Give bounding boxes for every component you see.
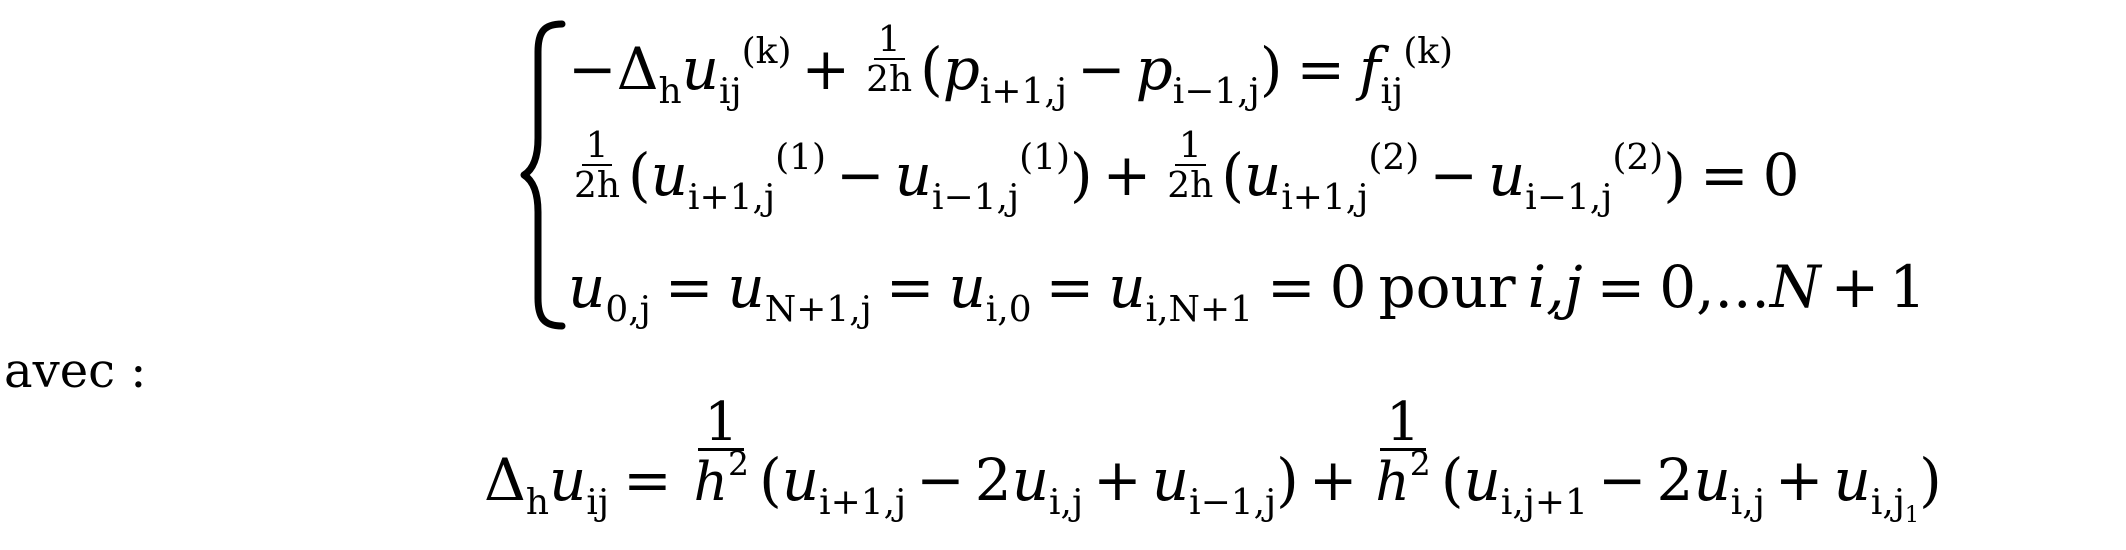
u-variable: u <box>1693 445 1731 514</box>
u-subscript: i,j <box>1049 481 1084 523</box>
u-variable: u <box>681 34 719 103</box>
fraction-denominator: 2h <box>1167 164 1214 206</box>
delta-symbol: Δ <box>484 445 526 514</box>
system-line-2 <box>568 125 1800 219</box>
p-variable: p <box>942 34 980 103</box>
system-line-3 <box>568 253 1927 331</box>
h-variable: h <box>693 450 729 514</box>
u-subscript: N+1,j <box>764 289 872 331</box>
equation-system <box>520 20 2000 330</box>
f-subscript: ij <box>1380 71 1404 113</box>
close-paren: ) <box>1070 140 1093 209</box>
u-subscript: 0,j <box>605 289 651 331</box>
h-exponent: 2 <box>1409 443 1431 483</box>
close-paren: ) <box>1663 140 1686 209</box>
plus-operator: + <box>1093 445 1142 514</box>
p-subscript: i+1,j <box>979 71 1067 113</box>
equals-sign: = <box>1266 253 1316 321</box>
coefficient-two: 2 <box>974 445 1012 514</box>
h-variable: h <box>1375 450 1410 514</box>
minus-operator: − <box>1597 445 1647 514</box>
range-start: 0,... <box>1659 253 1770 321</box>
minus-delta-symbol: −Δ <box>568 34 659 103</box>
p-subscript: i−1,j <box>1172 71 1260 113</box>
coefficient-two: 2 <box>1656 445 1694 514</box>
u-superscript: (2) <box>1612 136 1664 178</box>
fraction-denominator <box>688 443 755 514</box>
fraction-numerator: 1 <box>582 128 613 166</box>
open-paren: ( <box>920 34 943 103</box>
plus-operator: + <box>1308 445 1358 514</box>
u-subscript: i+1,j <box>1281 177 1369 219</box>
close-paren: ) <box>1276 445 1299 514</box>
equals-sign: = <box>885 253 935 321</box>
u-subscript: i+1,j <box>688 177 776 219</box>
u-subscript: ij <box>719 71 742 113</box>
fraction-one-over-two-h <box>862 19 916 100</box>
fraction-numerator: 1 <box>1175 128 1206 166</box>
plus-operator: + <box>801 34 851 103</box>
n-variable: N <box>1769 253 1821 321</box>
close-paren: ) <box>1259 34 1283 103</box>
one-value: 1 <box>1889 253 1927 321</box>
u-superscript: (1) <box>775 136 827 178</box>
u-subscript: i,0 <box>985 289 1032 331</box>
fraction-numerator: 1 <box>874 22 905 60</box>
minus-operator: − <box>1429 140 1478 209</box>
minus-operator: − <box>916 445 965 514</box>
pour-word: pour <box>1378 253 1516 321</box>
minus-operator: − <box>1077 34 1126 103</box>
u-superscript: (2) <box>1368 136 1420 178</box>
delta-subscript: h <box>658 71 682 113</box>
u-variable: u <box>948 253 986 321</box>
u-variable: u <box>1487 140 1526 209</box>
u-subscript <box>1870 481 1920 528</box>
open-paren: ( <box>1221 140 1244 209</box>
p-variable: p <box>1135 34 1173 103</box>
equals-sign: = <box>1596 253 1646 321</box>
plus-operator: + <box>1830 253 1880 321</box>
fraction-one-over-two-h <box>1163 125 1217 206</box>
u-subscript: i−1,j <box>1525 177 1613 219</box>
equals-sign: = <box>623 445 672 514</box>
u-variable: u <box>1243 140 1282 209</box>
laplacian-definition <box>484 390 1942 528</box>
u-variable: u <box>781 445 820 514</box>
u-variable: u <box>650 140 689 209</box>
u-variable: u <box>727 253 765 321</box>
left-brace <box>520 20 574 330</box>
f-superscript: (k) <box>1403 30 1454 72</box>
u-variable: u <box>1108 253 1146 321</box>
avec-label: avec : <box>4 343 147 399</box>
delta-subscript: h <box>525 481 550 523</box>
plus-operator: + <box>1774 445 1824 514</box>
u-variable: u <box>1463 445 1501 514</box>
close-paren: ) <box>1919 445 1942 514</box>
u-variable: u <box>1151 445 1190 514</box>
open-paren: ( <box>628 140 651 209</box>
fraction-one-over-h-squared <box>688 390 755 514</box>
fraction-numerator: 1 <box>1380 395 1426 451</box>
u-subscript: i,N+1 <box>1145 289 1253 331</box>
fraction-one-over-two-h <box>570 125 624 206</box>
equals-sign: = <box>1045 253 1095 321</box>
u-subscript: i−1,j <box>1189 481 1277 523</box>
fraction-denominator <box>1369 443 1436 514</box>
u-variable: u <box>1011 445 1050 514</box>
zero-value: 0 <box>1762 140 1800 209</box>
minus-operator: − <box>836 140 885 209</box>
index-ij: i,j <box>1527 253 1583 321</box>
u-subscript: i−1,j <box>932 177 1020 219</box>
open-paren: ( <box>759 445 782 514</box>
fraction-denominator: 2h <box>866 58 913 100</box>
u-subscript-secondary: 1 <box>1904 501 1920 528</box>
f-variable: f <box>1359 34 1381 103</box>
u-subscript-main: i,j <box>1870 481 1905 523</box>
zero-value: 0 <box>1329 253 1367 321</box>
u-variable: u <box>894 140 933 209</box>
equals-sign: = <box>1699 140 1749 209</box>
u-subscript: i+1,j <box>819 481 907 523</box>
u-superscript: (k) <box>741 30 792 72</box>
u-superscript: (1) <box>1019 136 1071 178</box>
fraction-numerator: 1 <box>698 395 744 451</box>
open-paren: ( <box>1440 445 1464 514</box>
equals-sign: = <box>1296 34 1346 103</box>
u-variable: u <box>1833 445 1871 514</box>
u-variable: u <box>568 253 606 321</box>
system-line-1 <box>568 19 1454 113</box>
plus-operator: + <box>1102 140 1152 209</box>
fraction-denominator: 2h <box>574 164 621 206</box>
u-subscript: ij <box>586 481 610 523</box>
h-exponent: 2 <box>728 443 750 483</box>
equals-sign: = <box>664 253 714 321</box>
u-variable: u <box>549 445 587 514</box>
u-subscript: i,j+1 <box>1500 481 1588 523</box>
fraction-one-over-h-squared <box>1369 390 1436 514</box>
u-subscript: i,j <box>1730 481 1765 523</box>
